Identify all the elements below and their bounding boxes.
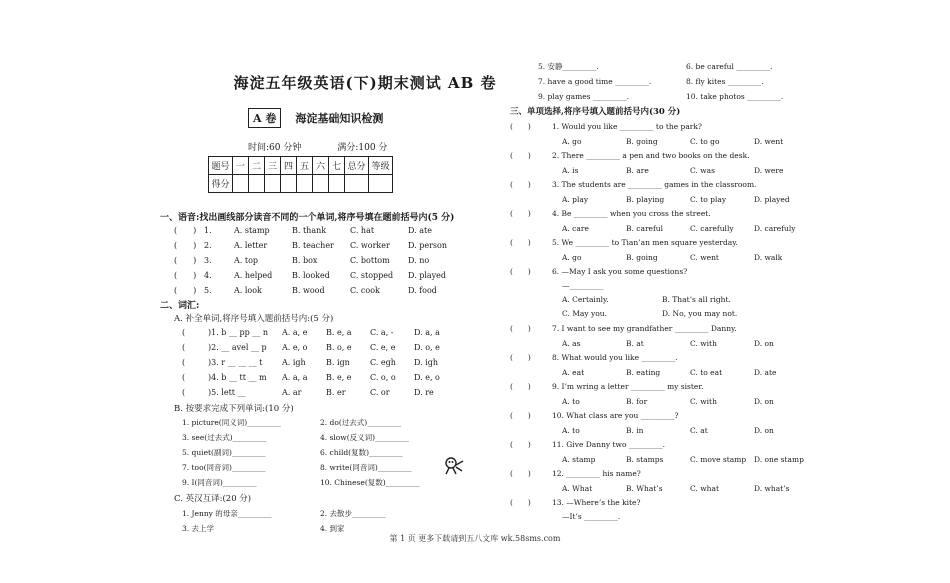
option-a: A. play: [562, 195, 589, 204]
option-a: A. eat: [562, 368, 585, 377]
score-header-cell: 三: [265, 157, 281, 175]
answer-blank[interactable]: (: [182, 373, 186, 382]
phonics-row: [174, 269, 466, 283]
answer-blank[interactable]: ( ): [510, 382, 531, 391]
translate-item[interactable]: 2. 去散步_________: [320, 509, 386, 518]
option-b: B. er: [326, 388, 346, 397]
option-d: D. ate: [408, 226, 432, 235]
answer-blank[interactable]: (: [182, 343, 186, 352]
option-b: B. careful: [626, 224, 663, 233]
option-a: A. a, e: [282, 328, 308, 337]
option-b: B. eating: [626, 368, 661, 377]
option-a: A. What: [562, 484, 593, 493]
word-form-row: [182, 446, 458, 460]
paper-badge: A 卷: [248, 108, 281, 128]
option-a: A. letter: [234, 241, 268, 250]
subhead: [248, 108, 383, 128]
option-c: C. worker: [350, 241, 390, 250]
option-c: C. to eat: [690, 368, 723, 377]
mc-options: [562, 395, 818, 409]
word-form-item[interactable]: 8. write(同音词)_________: [320, 463, 412, 472]
option-d: D. o, e: [414, 343, 440, 352]
option-a: A. as: [562, 339, 581, 348]
mc-question: [510, 409, 679, 423]
mc-question: [510, 496, 641, 510]
option-b: B. for: [626, 397, 648, 406]
translate-row: [538, 90, 783, 104]
option-c: C. at: [690, 426, 708, 435]
word-row: [182, 356, 458, 370]
option-c: C. egh: [370, 358, 396, 367]
option-a: A. e, o: [282, 343, 308, 352]
option-c: C. with: [690, 339, 717, 348]
mc-question: [510, 438, 665, 452]
question-text: 9. I’m wring a letter _________ my sister.: [552, 382, 704, 391]
option-d: D. food: [408, 286, 437, 295]
question-text: 3. The students are _________ games in the classroom.: [552, 180, 757, 189]
word-form-row: [182, 416, 458, 430]
dialogue-response[interactable]: —_________: [562, 281, 604, 290]
option-c: C. or: [370, 388, 390, 397]
word-prompt: )2. __ avel __ p: [208, 343, 267, 352]
option-a: A. a, a: [282, 373, 308, 382]
section2-partC-title: C. 英汉互译:(20 分): [174, 494, 252, 504]
option-d: D. played: [408, 271, 447, 280]
option-c: C. went: [690, 253, 719, 262]
score-cell[interactable]: [369, 175, 393, 193]
score-header-cell: 一: [233, 157, 249, 175]
question-text: 8. What would you like _________.: [552, 353, 678, 362]
paper-name: 海淀基础知识检测: [295, 112, 384, 125]
answer-blank[interactable]: ( ): [510, 267, 531, 276]
dialogue-response[interactable]: —It’s _________.: [562, 512, 621, 521]
answer-blank[interactable]: ( ): [174, 241, 197, 250]
option-d: D. e, o: [414, 373, 440, 382]
score-row-label: 得分: [209, 175, 233, 193]
option-c: C. with: [690, 397, 717, 406]
option-b: B. What’s: [626, 484, 663, 493]
option-c: C. a, -: [370, 328, 394, 337]
translate-item[interactable]: 7. have a good time _________.: [538, 77, 652, 86]
score-cell[interactable]: [345, 175, 369, 193]
mc-question: [510, 380, 704, 394]
answer-blank[interactable]: ( ): [510, 469, 531, 478]
option-d: D. on: [754, 339, 774, 348]
word-form-item[interactable]: 9. I(同音词)_________: [182, 478, 257, 487]
translate-row: [538, 75, 764, 89]
option-a: A. stamp: [562, 455, 596, 464]
exam-score: 满分:100 分: [337, 143, 388, 153]
mc-question: [510, 207, 711, 221]
question-text: 10. What class are you _________?: [552, 411, 679, 420]
word-form-item[interactable]: 2. do(过去式)_________: [320, 418, 401, 427]
mc-options: [562, 424, 818, 438]
option-b: B. wood: [292, 286, 325, 295]
mc-options: [562, 193, 818, 207]
question-text: 12. _________ his name?: [552, 469, 641, 478]
score-header-cell: 七: [329, 157, 345, 175]
mc-options: [562, 366, 818, 380]
word-prompt: )4. b __ tt __ m: [208, 373, 267, 382]
question-text: 1. Would you like _________ to the park?: [552, 122, 702, 131]
mc-question: [510, 351, 678, 365]
answer-blank[interactable]: ( ): [174, 271, 197, 280]
mc-options: [562, 135, 818, 149]
translate-item[interactable]: 1. Jenny 的母亲_________: [182, 509, 272, 518]
mc-question: [510, 149, 750, 163]
option-d: D. a, a: [414, 328, 440, 337]
option-d: D. on: [754, 397, 774, 406]
answer-blank[interactable]: ( ): [510, 353, 531, 362]
option-b: B. playing: [626, 195, 665, 204]
option-a: A. igh: [282, 358, 306, 367]
word-row: [182, 371, 458, 385]
option-a: A. look: [234, 286, 262, 295]
answer-blank[interactable]: ( ): [174, 256, 197, 265]
score-header-cell: 等级: [369, 157, 393, 175]
answer-blank[interactable]: (: [182, 358, 186, 367]
option-a: A. to: [562, 397, 580, 406]
answer-blank[interactable]: ( ): [174, 226, 197, 235]
page-title: 海淀五年级英语(下)期末测试 AB 卷: [233, 74, 497, 92]
option-a: A. care: [562, 224, 589, 233]
exam-time: 时间:60 分钟: [248, 143, 302, 153]
word-form-row: [182, 431, 458, 445]
mc-question: [510, 120, 702, 134]
mc-options: [562, 293, 762, 307]
translate-item[interactable]: 6. be careful _________.: [686, 62, 773, 71]
score-cell[interactable]: [265, 175, 281, 193]
option-a: A. is: [562, 166, 579, 175]
option-b: B. That’s all right.: [662, 295, 731, 304]
question-text: 2. There _________ a pen and two books on the desk.: [552, 151, 750, 160]
question-text: 4. Be _________ when you cross the street.: [552, 209, 711, 218]
option-c: C. to go: [690, 137, 720, 146]
option-b: B. stamps: [626, 455, 664, 464]
translate-item[interactable]: 3. 去上学: [182, 524, 215, 533]
word-form-item[interactable]: 3. see(过去式)_________: [182, 433, 267, 442]
option-c: C. carefully: [690, 224, 734, 233]
question-text: 11. Give Danny two _________.: [552, 440, 665, 449]
option-c: C. e, e: [370, 343, 396, 352]
mc-options: [562, 222, 818, 236]
answer-blank[interactable]: ( ): [510, 180, 531, 189]
mc-options: [562, 307, 762, 321]
translate-item[interactable]: 5. 安静_________.: [538, 62, 599, 71]
phonics-row: [174, 224, 466, 238]
option-d: D. were: [754, 166, 784, 175]
translate-item[interactable]: 10. take photos _________.: [686, 92, 784, 101]
word-form-item[interactable]: 5. quiet(副词)_________: [182, 448, 266, 457]
mc-options: [562, 337, 818, 351]
option-d: D. igh: [414, 358, 439, 367]
option-b: B. o, e: [326, 343, 352, 352]
score-cell[interactable]: [233, 175, 249, 193]
option-a: A. helped: [234, 271, 273, 280]
option-b: B. going: [626, 253, 658, 262]
option-d: D. carefuly: [754, 224, 796, 233]
cartoon-figure-icon: [443, 455, 465, 475]
option-b: B. box: [292, 256, 318, 265]
mc-options: [562, 453, 818, 467]
phonics-row: [174, 284, 466, 298]
word-row: [182, 326, 458, 340]
question-number: 2.: [204, 241, 212, 250]
word-form-row: [182, 461, 458, 475]
option-b: B. teacher: [292, 241, 334, 250]
option-c: C. what: [690, 484, 719, 493]
score-cell[interactable]: [329, 175, 345, 193]
option-b: B. at: [626, 339, 644, 348]
phonics-row: [174, 239, 466, 253]
score-table-score-row: [209, 175, 393, 193]
page-footer: 第 1 页 更多下载请到五八文库 wk.58sms.com: [389, 534, 561, 543]
option-c: C. move stamp: [690, 455, 747, 464]
option-d: D. re: [414, 388, 434, 397]
answer-blank[interactable]: ( ): [510, 440, 531, 449]
option-a: A. go: [562, 137, 582, 146]
question-text: 5. We _________ to Tian’an men square yesterday.: [552, 238, 738, 247]
question-text: 7. I want to see my grandfather _________ Danny.: [552, 324, 737, 333]
mc-options: [562, 164, 818, 178]
translate-row: [538, 60, 772, 74]
translate-item[interactable]: 8. fly kites _________.: [686, 77, 764, 86]
answer-blank[interactable]: ( ): [510, 238, 531, 247]
option-b: B. in: [626, 426, 644, 435]
option-a: A. top: [234, 256, 259, 265]
question-number: 3.: [204, 256, 212, 265]
word-prompt: )3. r __ __ __ t: [208, 358, 263, 367]
option-c: C. May you.: [562, 309, 607, 318]
mc-question: [510, 236, 738, 250]
option-c: C. o, o: [370, 373, 396, 382]
word-form-item[interactable]: 6. child(复数)_________: [320, 448, 403, 457]
option-b: B. going: [626, 137, 658, 146]
option-c: C. was: [690, 166, 715, 175]
option-d: D. No, you may not.: [662, 309, 738, 318]
answer-blank[interactable]: (: [182, 328, 186, 337]
score-table: [208, 156, 393, 193]
score-header-cell: 总分: [345, 157, 369, 175]
answer-blank[interactable]: ( ): [510, 411, 531, 420]
mc-question: [510, 467, 641, 481]
answer-blank[interactable]: ( ): [510, 151, 531, 160]
word-form-item[interactable]: 1. picture(同义词)_________: [182, 418, 281, 427]
score-cell[interactable]: [249, 175, 265, 193]
answer-blank[interactable]: (: [182, 388, 186, 397]
word-form-row: [182, 476, 458, 490]
phonics-row: [174, 254, 466, 268]
score-cell[interactable]: [297, 175, 313, 193]
word-form-item[interactable]: 10. Chinese(复数)_________: [320, 478, 420, 487]
option-d: D. person: [408, 241, 447, 250]
word-prompt: )5. lett __: [208, 388, 246, 397]
score-header-cell: 二: [249, 157, 265, 175]
question-number: 5.: [204, 286, 212, 295]
section1-title: 一、语音:找出画线部分读音不同的一个单词,将序号填在题前括号内(5 分): [160, 213, 455, 223]
option-c: C. bottom: [350, 256, 390, 265]
option-b: B. looked: [292, 271, 330, 280]
option-d: D. what’s: [754, 484, 790, 493]
answer-blank[interactable]: ( ): [510, 498, 531, 507]
answer-blank[interactable]: ( ): [510, 122, 531, 131]
mc-question: [510, 265, 687, 279]
mc-question: [510, 322, 737, 336]
question-number: 4.: [204, 271, 212, 280]
score-cell[interactable]: [281, 175, 297, 193]
question-text: 6. —May I ask you some questions?: [552, 267, 688, 276]
option-d: D. on: [754, 426, 774, 435]
word-form-item[interactable]: 4. slow(反义词)_________: [320, 433, 409, 442]
answer-blank[interactable]: ( ): [510, 324, 531, 333]
option-d: D. walk: [754, 253, 783, 262]
answer-blank[interactable]: ( ): [510, 209, 531, 218]
option-a: A. stamp: [234, 226, 270, 235]
question-number: 1.: [204, 226, 212, 235]
mc-options: [562, 482, 818, 496]
exam-meta: [248, 140, 387, 153]
score-header-cell: 五: [297, 157, 313, 175]
mc-question: [510, 178, 756, 192]
translate-item[interactable]: 4. 到家: [320, 524, 345, 533]
option-d: D. played: [754, 195, 790, 204]
word-row: [182, 341, 458, 355]
option-d: D. went: [754, 137, 784, 146]
option-a: A. Certainly.: [562, 295, 609, 304]
option-c: C. to play: [690, 195, 727, 204]
option-d: D. ate: [754, 368, 777, 377]
option-b: B. are: [626, 166, 649, 175]
option-d: D. one stamp: [754, 455, 804, 464]
section3-title: 三、单项选择,将序号填入题前括号内(30 分): [510, 107, 681, 117]
translate-item[interactable]: 9. play games _________.: [538, 92, 630, 101]
word-form-item[interactable]: 7. too(同音词)_________: [182, 463, 266, 472]
option-c: C. stopped: [350, 271, 394, 280]
word-prompt: )1. b __ pp __ n: [208, 328, 268, 337]
score-header-cell: 四: [281, 157, 297, 175]
question-text: 13. —Where’s the kite?: [552, 498, 641, 507]
option-c: C. hat: [350, 226, 375, 235]
section2-title: 二、词汇:: [160, 301, 200, 311]
translate-row: [182, 507, 458, 521]
score-header-cell: 六: [313, 157, 329, 175]
score-cell[interactable]: [313, 175, 329, 193]
section2-partA-title: A. 补全单词,将序号填入题前括号内:(5 分): [174, 314, 334, 324]
section2-partB-title: B. 按要求完成下列单词:(10 分): [174, 404, 294, 414]
option-a: A. to: [562, 426, 580, 435]
option-b: B. e, e: [326, 373, 352, 382]
score-header-cell: 题号: [209, 157, 233, 175]
option-b: B. thank: [292, 226, 327, 235]
score-table-header-row: [209, 157, 393, 175]
option-a: A. ar: [282, 388, 302, 397]
option-b: B. e, a: [326, 328, 352, 337]
option-b: B. ign: [326, 358, 350, 367]
option-d: D. no: [408, 256, 430, 265]
word-row: [182, 386, 458, 400]
option-c: C. cook: [350, 286, 380, 295]
option-a: A. go: [562, 253, 582, 262]
answer-blank[interactable]: ( ): [174, 286, 197, 295]
mc-options: [562, 251, 818, 265]
